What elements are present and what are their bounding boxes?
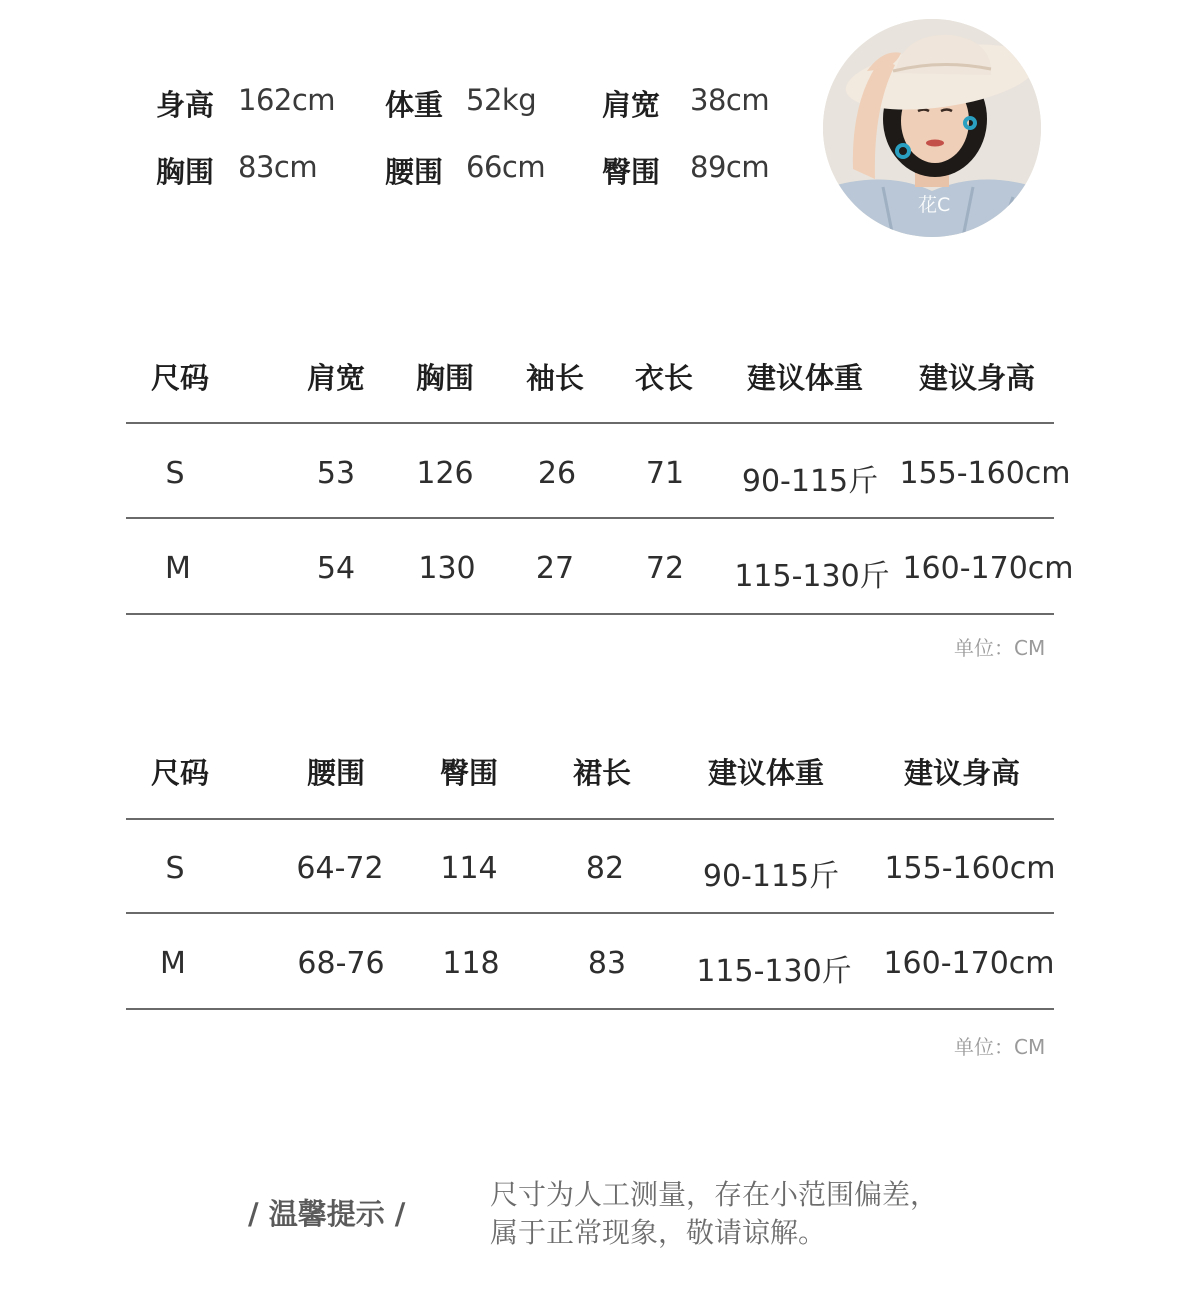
- top-table-divider: [126, 517, 1054, 519]
- stat-label-bust: 胸围: [156, 155, 215, 189]
- top-cell: 53: [316, 456, 356, 491]
- bottom-th-skirt-length: 裙长: [572, 756, 632, 790]
- top-cell: 155-160cm: [899, 456, 1071, 491]
- bottom-cell: 115-130斤: [696, 954, 852, 989]
- bottom-cell: 114: [440, 851, 498, 886]
- bottom-cell: 68-76: [297, 946, 385, 981]
- top-th-length: 衣长: [634, 361, 694, 395]
- tips-title: / 温馨提示 /: [248, 1197, 406, 1231]
- bottom-th-rec-height: 建议身高: [903, 756, 1021, 790]
- bottom-cell: 83: [587, 946, 627, 981]
- stat-value-weight: 52kg: [466, 83, 537, 117]
- bottom-th-rec-weight: 建议体重: [707, 756, 825, 790]
- tips-line-1: 尺寸为人工测量，存在小范围偏差，: [490, 1178, 939, 1211]
- top-cell: 126: [416, 456, 474, 491]
- bottom-cell: 118: [442, 946, 500, 981]
- top-cell: 54: [316, 551, 356, 586]
- top-cell: M: [165, 551, 191, 586]
- bottom-cell: 160-170cm: [883, 946, 1055, 981]
- model-name: 花C: [918, 194, 951, 216]
- bottom-th-waist: 腰围: [306, 756, 366, 790]
- bottom-cell: 64-72: [296, 851, 384, 886]
- stat-value-shoulder: 38cm: [690, 83, 770, 117]
- stat-value-waist: 66cm: [466, 150, 546, 184]
- stat-label-height: 身高: [156, 88, 215, 122]
- top-cell: 27: [535, 551, 575, 586]
- top-th-rec-height: 建议身高: [918, 361, 1036, 395]
- top-cell: 130: [418, 551, 476, 586]
- bottom-cell: 155-160cm: [884, 851, 1056, 886]
- top-th-rec-weight: 建议体重: [746, 361, 864, 395]
- bottom-cell: M: [160, 946, 186, 981]
- top-cell: 72: [645, 551, 685, 586]
- bottom-th-hip: 臀围: [439, 756, 499, 790]
- bottom-th-size: 尺码: [150, 756, 210, 790]
- stat-label-shoulder: 肩宽: [602, 88, 661, 122]
- top-th-size: 尺码: [150, 361, 210, 395]
- top-th-sleeve: 袖长: [525, 361, 585, 395]
- bottom-table-divider: [126, 1008, 1054, 1010]
- top-cell: 90-115斤: [741, 464, 879, 499]
- bottom-table-divider: [126, 818, 1054, 820]
- bottom-cell: 82: [585, 851, 625, 886]
- top-unit-note: 单位：CM: [954, 636, 1046, 660]
- bottom-cell: 90-115斤: [702, 859, 840, 894]
- top-th-shoulder: 肩宽: [306, 361, 366, 395]
- stat-label-waist: 腰围: [385, 155, 444, 189]
- tips-line-2: 属于正常现象，敬请谅解。: [490, 1216, 827, 1249]
- top-table-divider: [126, 422, 1054, 424]
- top-cell: 26: [537, 456, 577, 491]
- top-cell: 160-170cm: [902, 551, 1074, 586]
- top-table-divider: [126, 613, 1054, 615]
- bottom-table-divider: [126, 912, 1054, 914]
- stat-value-bust: 83cm: [238, 150, 318, 184]
- top-th-bust: 胸围: [415, 361, 475, 395]
- top-cell: 71: [645, 456, 685, 491]
- top-cell: S: [165, 456, 185, 491]
- bottom-cell: S: [165, 851, 185, 886]
- top-cell: 115-130斤: [734, 559, 890, 594]
- stat-label-hip: 臀围: [602, 155, 661, 189]
- stat-value-height: 162cm: [238, 83, 336, 117]
- bottom-unit-note: 单位：CM: [954, 1035, 1046, 1059]
- stat-value-hip: 89cm: [690, 150, 770, 184]
- stat-label-weight: 体重: [385, 88, 444, 122]
